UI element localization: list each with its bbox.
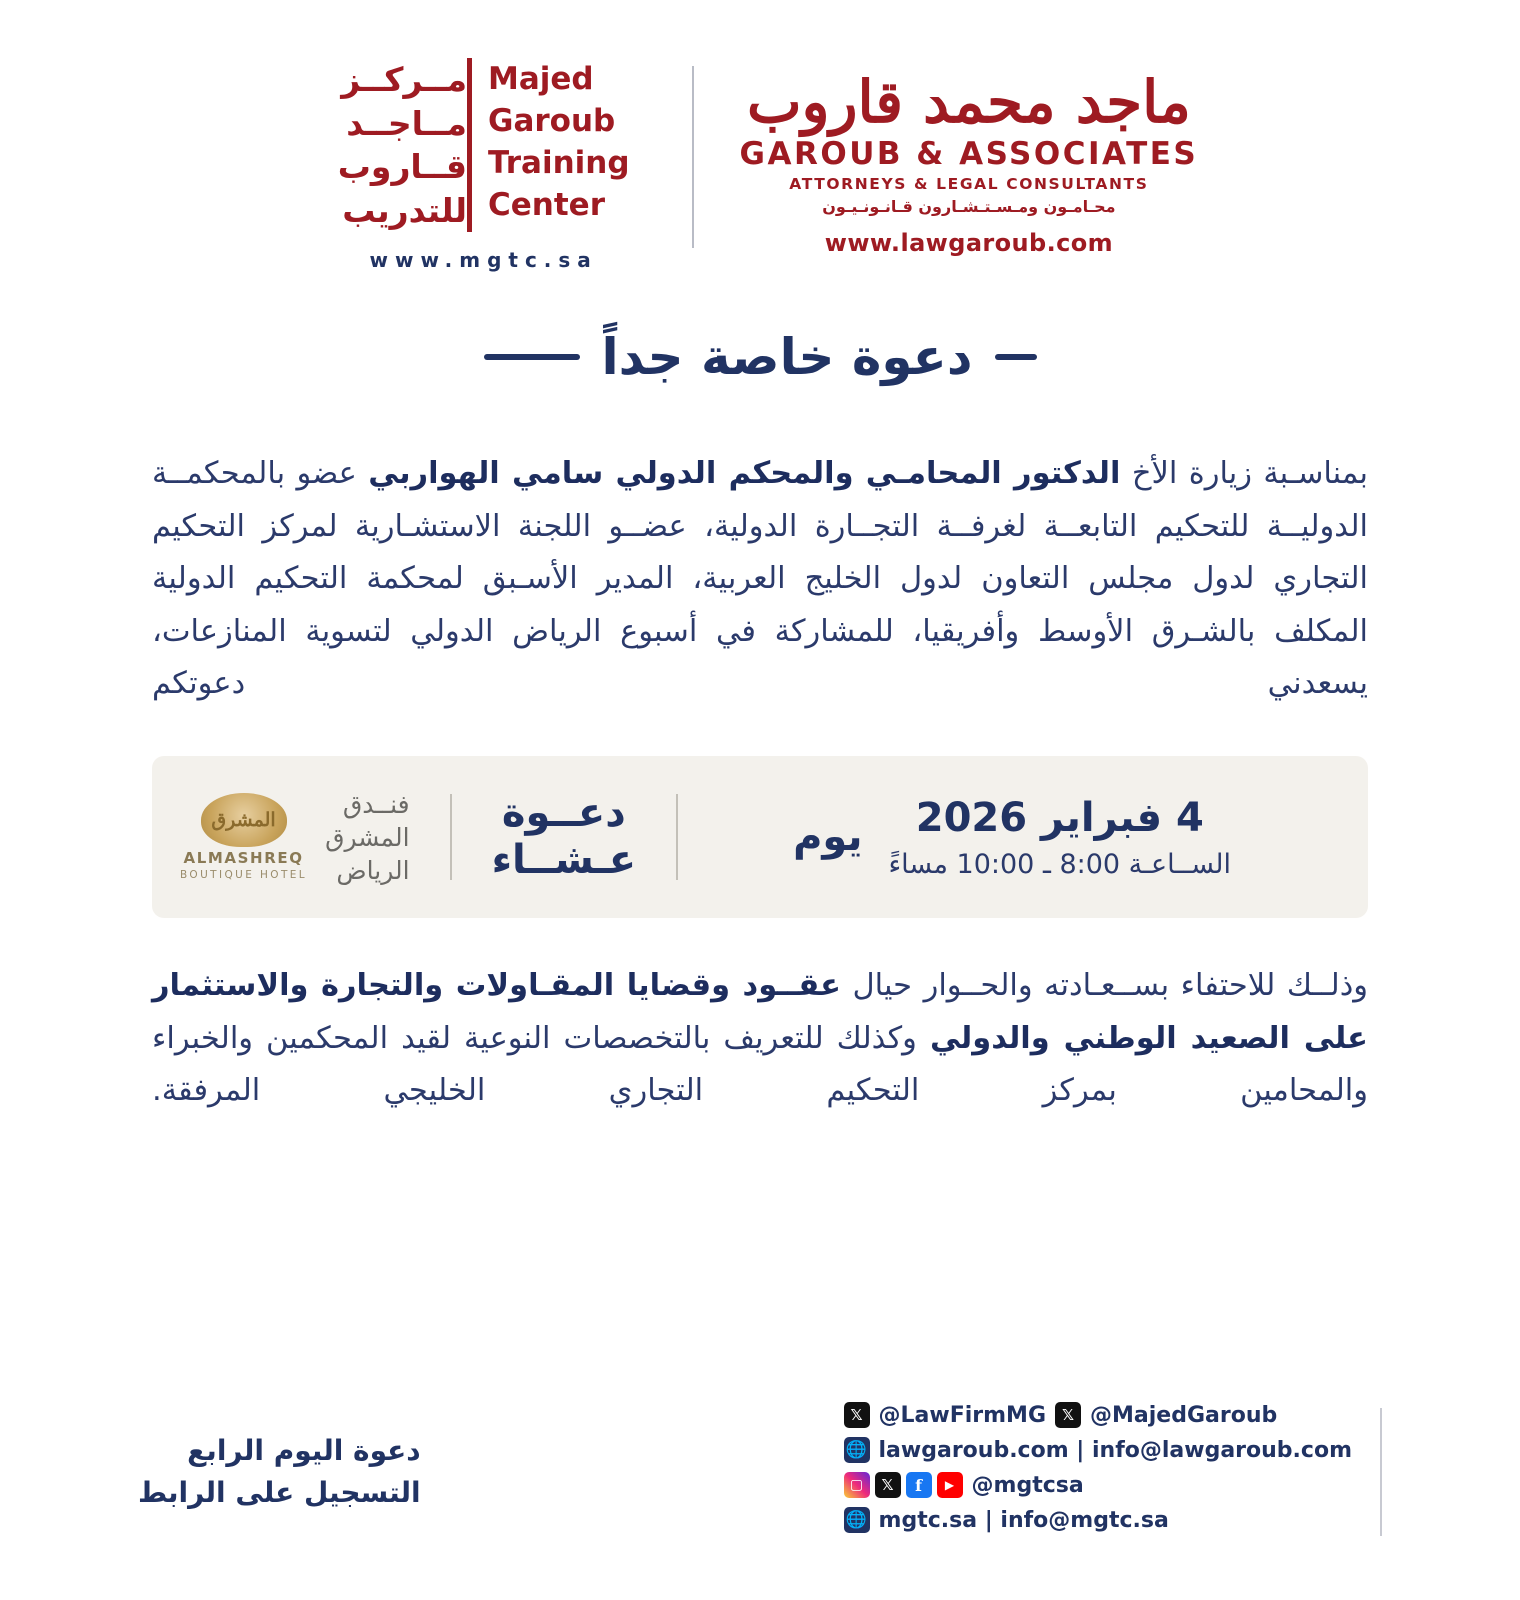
garoub-logo	[694, 68, 1233, 258]
garoub-website-url[interactable]: www.lawgaroub.com	[824, 229, 1114, 258]
contact-line-lawgaroub-web	[844, 1437, 1352, 1463]
facebook-icon[interactable]: f	[906, 1472, 932, 1498]
garoub-arabic-subtitle: محـامـون ومـسـتـشـارون قـانـونـيـون	[822, 197, 1116, 217]
mgtc-logo-row	[322, 58, 646, 232]
mgtc-contact-text[interactable]: mgtc.sa | info@mgtc.sa	[878, 1507, 1169, 1533]
garoub-arabic-calligraphy: ماجد محمد قاروب	[746, 68, 1191, 137]
mgtc-english-name	[472, 58, 646, 232]
mgtc-arabic-line-3: قــاروب	[337, 147, 467, 187]
page-title: دعوة خاصة جداً	[601, 328, 973, 387]
venue-english-subtitle: BOUTIQUE HOTEL	[180, 869, 308, 882]
footer	[0, 1402, 1520, 1542]
garoub-english-subtitle: ATTORNEYS & LEGAL CONSULTANTS	[789, 175, 1149, 194]
venue-cell	[180, 756, 444, 918]
outro-text-after: وكذلك للتعريف بالتخصصات النوعية لقيد المحكمين والخبراء والمحامين بمركز التحكيم التجاري الخليجي المرفقة.	[152, 1020, 1368, 1109]
mgtc-arabic-line-1: مــركــز	[341, 60, 467, 99]
title-dash-left	[484, 354, 580, 360]
registration-line-1: دعوة اليوم الرابع	[187, 1434, 421, 1467]
outro-text-before: وذلــك للاحتفاء بســعـادته والحــوار حيال	[840, 968, 1368, 1004]
twitter-handle-lawfirm[interactable]: @LawFirmMG	[878, 1402, 1046, 1428]
mgtc-arabic-line-2: مــاجــد	[346, 103, 467, 143]
x-twitter-icon-3[interactable]: 𝕏	[875, 1472, 901, 1498]
venue-ar-line-1: فنــدق	[342, 789, 410, 819]
registration-note	[138, 1430, 421, 1514]
twitter-handle-majed[interactable]: @MajedGaroub	[1090, 1402, 1278, 1428]
intro-paragraph	[152, 448, 1368, 710]
info-separator-1	[676, 794, 678, 880]
intro-text-after: عضو بالمحكمــة الدوليــة للتحكيم التابعــة لغرفــة التجــارة الدولية، عضــو اللجنة الاستشـارية لمركز التحكيم التجاري لدول مجلس التعاون لدول الخليج العربية، المدير الأسـبق لمحكمة التحكيم الدولية المكلف بالشـرق الأوسط وأفريقيا، للمشاركة في أسبوع الرياض الدولي لتسوية المنازعات، يسعدني دعوتكم	[152, 456, 1368, 701]
contact-block	[844, 1402, 1352, 1542]
social-icon-group	[844, 1472, 963, 1498]
event-time: الســاعـة 8:00 ـ 10:00 مساءً	[888, 848, 1232, 880]
mgtc-divider-bar	[467, 58, 472, 232]
x-twitter-icon-2[interactable]: 𝕏	[1055, 1402, 1081, 1428]
header-logo-bar	[0, 0, 1520, 272]
registration-line-2[interactable]: التسجيل على الرابط	[138, 1476, 421, 1509]
x-twitter-icon[interactable]: 𝕏	[844, 1402, 870, 1428]
youtube-icon[interactable]: ▶	[937, 1472, 963, 1498]
event-date-cell	[684, 756, 1340, 918]
info-separator-2	[450, 794, 452, 880]
venue-arabic-name	[325, 788, 410, 887]
hotel-emblem-icon: المشرق	[201, 793, 287, 847]
mgtc-english-line-3: Training	[488, 145, 630, 182]
footer-vertical-divider	[1380, 1408, 1382, 1536]
mgtc-english-line-2: Garoub	[488, 103, 616, 140]
venue-ar-line-2: المشرق	[325, 822, 410, 852]
event-type	[492, 790, 637, 884]
mgtc-english-line-4: Center	[488, 187, 605, 224]
guest-name: الدكتور المحامـي والمحكم الدولي سامي الهواربي	[368, 456, 1121, 492]
intro-text-before: بمناسـبة زيارة الأخ	[1120, 456, 1368, 492]
outro-paragraph	[152, 960, 1368, 1117]
lawgaroub-contact-text[interactable]: lawgaroub.com | info@lawgaroub.com	[878, 1437, 1352, 1463]
event-day-label: يوم	[793, 814, 863, 861]
mgtc-arabic-name	[322, 58, 467, 232]
instagram-icon[interactable]: ▢	[844, 1472, 870, 1498]
mgtc-logo	[288, 58, 692, 272]
mgtc-english-line-1: Majed	[488, 61, 594, 97]
venue-logo	[180, 793, 307, 881]
contact-line-twitter	[844, 1402, 1352, 1428]
invitation-title-row	[0, 328, 1520, 386]
outro-topic-bold: عقــود وقضايا المقـاولات والتجارة والاستثمار على الصعيد الوطني والدولي	[152, 968, 1369, 1056]
contact-line-mgtc-social	[844, 1472, 1352, 1498]
contact-line-mgtc-web	[844, 1507, 1352, 1533]
mgtc-social-handle[interactable]: @mgtcsa	[971, 1472, 1084, 1498]
mgtc-website-url[interactable]: www.mgtc.sa	[369, 248, 598, 273]
header-vertical-divider	[692, 66, 694, 248]
globe-icon-2: 🌐	[844, 1507, 870, 1533]
event-date-block	[888, 795, 1231, 880]
mgtc-arabic-line-4: للتدريب	[342, 190, 467, 230]
garoub-english-name: GAROUB & ASSOCIATES	[739, 136, 1199, 173]
event-type-line-1: دعــوة	[501, 790, 626, 837]
event-details-bar	[152, 756, 1368, 918]
venue-ar-line-3: الرياض	[336, 855, 410, 885]
venue-english-name: ALMASHREQ	[183, 849, 304, 868]
footer-contacts-area	[844, 1402, 1382, 1542]
event-type-line-2: عـشــاء	[491, 837, 637, 884]
title-dash-right	[995, 354, 1037, 360]
globe-icon: 🌐	[844, 1437, 870, 1463]
event-date: 4 فبراير 2026	[915, 794, 1204, 841]
event-type-cell	[458, 756, 671, 918]
